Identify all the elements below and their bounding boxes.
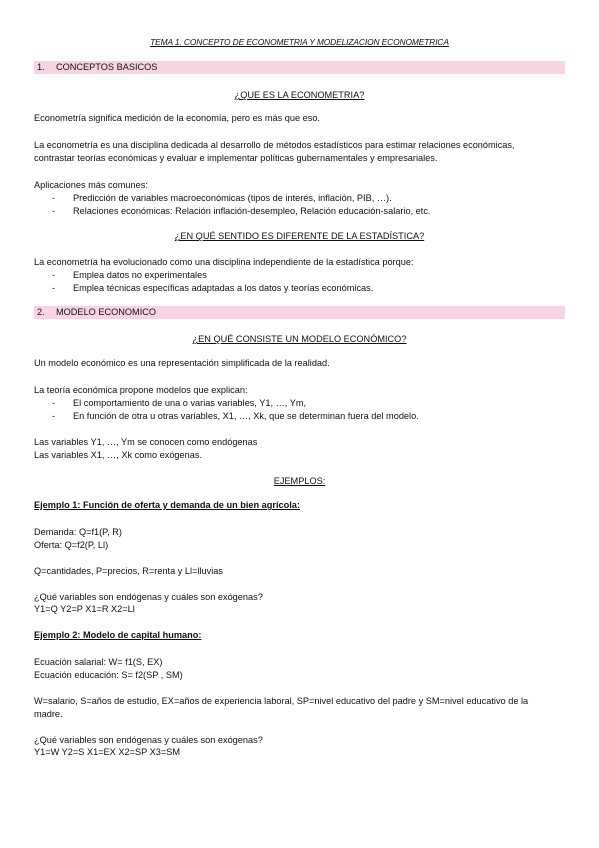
bullet-dash: - — [52, 206, 56, 216]
variable-definitions: Q=cantidades, P=precios, R=renta y Ll=lluvias — [34, 566, 223, 576]
paragraph: Econometría significa medición de la economía, pero es más que eso. — [34, 113, 320, 123]
heading-diferente: ¿EN QUÉ SENTIDO ES DIFERENTE DE LA ESTADÍSTICA? — [174, 231, 425, 241]
paragraph: Un modelo económico es una representación simplificada de la realidad. — [34, 358, 330, 368]
section-number: 1. — [37, 62, 45, 72]
bullet-dash: - — [52, 270, 56, 280]
paragraph-line: Las variables X1, …, Xk como exógenas. — [34, 450, 203, 460]
bullet-dash: - — [52, 398, 56, 408]
section-title: CONCEPTOS BASICOS — [56, 62, 158, 72]
list-item: Predicción de variables macroeconómicas (tipos de interés, inflación, PIB, …). — [73, 193, 392, 203]
list-item: Emplea datos no experimentales — [73, 270, 207, 280]
question: ¿Qué variables son endógenas y cuáles son exógenas? — [34, 592, 263, 602]
list-item: Relaciones económicas: Relación inflación-desempleo, Relación educación-salario, etc. — [73, 206, 431, 216]
section-title: MODELO ECONOMICO — [56, 307, 157, 317]
list-item: En función de otra u otras variables, X1, …, Xk, que se determinan fuera del modelo. — [73, 411, 419, 421]
paragraph-line: Las variables Y1, …, Ym se conocen como endógenas — [34, 437, 258, 447]
equation: Ecuación educación: S= f2(SP , SM) — [34, 670, 183, 680]
section-header-1 — [34, 61, 565, 74]
answer: Y1=Q Y2=P X1=R X2=Ll — [34, 604, 135, 614]
examples-heading: EJEMPLOS: — [273, 476, 326, 486]
list-item: Emplea técnicas específicas adaptadas a los datos y teorías económicas. — [73, 283, 374, 293]
section-number: 2. — [37, 307, 45, 317]
bullet-dash: - — [52, 193, 56, 203]
section-header-2 — [34, 306, 565, 319]
variable-definitions: W=salario, S=años de estudio, EX=años de experiencia laboral, SP=nivel educativo del padre y SM=nivel educativo de la — [34, 696, 529, 706]
equation: Demanda: Q=f1(P, R) — [34, 527, 122, 537]
document-title: TEMA 1. CONCEPTO DE ECONOMETRIA Y MODELIZACION ECONOMETRICA — [150, 37, 449, 47]
example-1-title: Ejemplo 1: Función de oferta y demanda de un bien agrícola: — [34, 500, 300, 510]
bullet-dash: - — [52, 411, 56, 421]
list-intro: Aplicaciones más comunes: — [34, 180, 148, 190]
paragraph-line: La econometría es una disciplina dedicada al desarrollo de métodos estadísticos para estimar relaciones económicas, — [34, 140, 515, 150]
heading-modelo: ¿EN QUÉ CONSISTE UN MODELO ECONÓMICO? — [192, 334, 407, 344]
paragraph: La econometría ha evolucionado como una disciplina independiente de la estadística porque: — [34, 257, 414, 267]
question: ¿Qué variables son endógenas y cuáles son exógenas? — [34, 735, 263, 745]
equation: Oferta: Q=f2(P, Ll) — [34, 540, 109, 550]
equation: Ecuación salarial: W= f1(S, EX) — [34, 657, 163, 667]
variable-definitions-cont: madre. — [34, 709, 63, 719]
answer: Y1=W Y2=S X1=EX X2=SP X3=SM — [34, 747, 180, 757]
bullet-dash: - — [52, 283, 56, 293]
paragraph-line: contrastar teorías económicas y evaluar e implementar políticas gubernamentales y empresariales. — [34, 153, 438, 163]
list-item: El comportamiento de una o varias variables, Y1, …, Ym, — [73, 398, 307, 408]
list-intro: La teoría económica propone modelos que explican: — [34, 385, 248, 395]
example-2-title: Ejemplo 2: Modelo de capital humano: — [34, 630, 202, 640]
heading-que-es: ¿QUE ES LA ECONOMETRIA? — [234, 90, 365, 100]
